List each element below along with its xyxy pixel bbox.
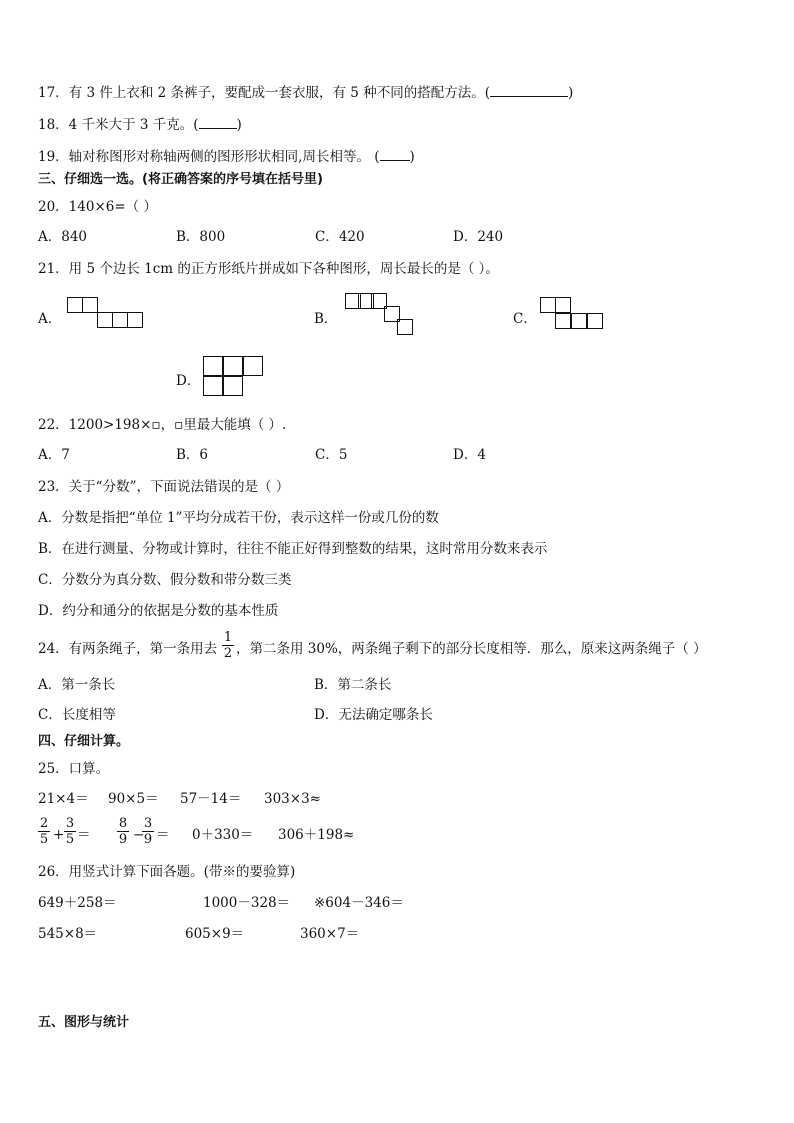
q25-frac-1b [64,816,76,847]
q19-text: 19．轴对称图形对称轴两侧的图形形状相同,周长相等。 ( [38,149,380,165]
q25-frac-2b-num: 3 [143,816,153,831]
q20-option-a[interactable]: A．840 [38,229,88,245]
q24-fraction [222,630,234,661]
q18-close: ) [236,117,242,133]
q25-frac-1a-den: 5 [39,832,49,847]
q20-option-b[interactable]: B．800 [176,229,226,245]
q22-option-c[interactable]: C．5 [315,447,348,463]
q24-option-d[interactable]: D．无法确定哪条长 [314,707,433,723]
q21-label-b[interactable]: B． [314,311,338,327]
section-5-heading: 五、图形与统计 [38,1015,130,1030]
q21-figure-a [67,297,149,331]
q25-frac-2b-den: 9 [143,832,153,847]
q25-frac-1a-num: 2 [39,816,49,831]
q23-option-b[interactable]: B．在进行测量、分物或计算时，往往不能正好得到整数的结果，这时常用分数来表示 [38,541,548,557]
q25-frac-1-op: + [53,827,65,843]
question-22-stem: 22．1200>198×▫，▫里最大能填（ ）. [38,417,287,433]
q24-option-a[interactable]: A．第一条长 [38,677,116,693]
q25-item-2: 90×5＝ [108,791,159,807]
q17-answer-blank[interactable] [490,82,568,97]
question-24-stem-b: ，第二条用 30%，两条绳子剩下的部分长度相等．那么，原来这两条绳子（ ） [236,641,707,657]
q26-item-4: 545×8＝ [38,926,98,942]
q26-item-6: 360×7＝ [300,926,360,942]
q25-frac-2-op: − [133,827,145,843]
question-20-stem: 20．140×6=（ ） [38,199,157,215]
q21-label-c[interactable]: C． [513,311,537,327]
section-4-heading: 四、仔细计算。 [38,734,130,749]
question-19 [38,146,415,166]
question-24-stem-a: 24．有两条绳子，第一条用去 [38,641,218,657]
question-23-stem: 23．关于“分数”，下面说法错误的是（ ） [38,479,290,495]
q24-option-b[interactable]: B．第二条长 [314,677,392,693]
q25-frac-2a-num: 8 [118,816,128,831]
q25-item-1: 21×4＝ [38,791,89,807]
question-17 [38,82,573,102]
q21-figure-b [345,293,415,335]
q19-close: ) [409,149,415,165]
q25-frac-1-eq: ＝ [77,827,91,843]
q17-close: ) [567,85,574,101]
q24-fraction-denominator: 2 [223,646,233,661]
q19-answer-blank[interactable] [380,146,410,161]
q18-text: 18．4 千米大于 3 千克。( [38,117,199,133]
q20-option-c[interactable]: C．420 [315,229,365,245]
q22-option-b[interactable]: B．6 [176,447,209,463]
q25-item-8: 306＋198≈ [278,827,355,843]
question-18 [38,114,242,134]
q25-frac-2-eq: ＝ [156,827,170,843]
q23-option-a[interactable]: A．分数是指把“单位 1”平均分成若干份，表示这样一份或几份的数 [38,510,439,526]
q21-label-a[interactable]: A． [38,311,62,327]
q25-item-4: 303×3≈ [264,791,321,807]
q21-figure-c [540,297,610,333]
q17-text: 17．有 3 件上衣和 2 条裤子，要配成一套衣服，有 5 种不同的搭配方法。( [38,85,490,101]
question-25-stem: 25．口算。 [38,761,110,777]
q25-frac-2a-den: 9 [118,832,128,847]
q23-option-d[interactable]: D．约分和通分的依据是分数的基本性质 [38,603,279,619]
q25-item-7: 0＋330＝ [192,827,254,843]
question-26-stem: 26．用竖式计算下面各题。(带※的要验算) [38,864,296,880]
q26-item-3: ※604－346＝ [314,895,404,911]
q26-item-2: 1000－328＝ [203,895,291,911]
section-3-heading: 三、仔细选一选。(将正确答案的序号填在括号里) [38,172,323,187]
q25-frac-1b-den: 5 [65,832,75,847]
q24-option-c[interactable]: C．长度相等 [38,707,116,723]
q20-option-d[interactable]: D．240 [453,229,504,245]
q18-answer-blank[interactable] [199,114,237,129]
q21-figure-d [203,356,267,398]
q24-fraction-numerator: 1 [223,630,233,645]
q22-option-d[interactable]: D．4 [453,447,486,463]
q26-item-1: 649＋258＝ [38,895,117,911]
q23-option-c[interactable]: C．分数分为真分数、假分数和带分数三类 [38,572,292,588]
q22-option-a[interactable]: A．7 [38,447,70,463]
q25-frac-1b-num: 3 [65,816,75,831]
question-21-stem: 21．用 5 个边长 1cm 的正方形纸片拼成如下各种图形，周长最长的是（ ）。 [38,261,499,277]
q25-frac-1a [38,816,50,847]
q26-item-5: 605×9＝ [185,926,245,942]
q25-item-3: 57－14＝ [180,791,242,807]
q21-label-d[interactable]: D． [176,373,201,389]
q25-frac-2b [142,816,154,847]
q25-frac-2a [117,816,129,847]
